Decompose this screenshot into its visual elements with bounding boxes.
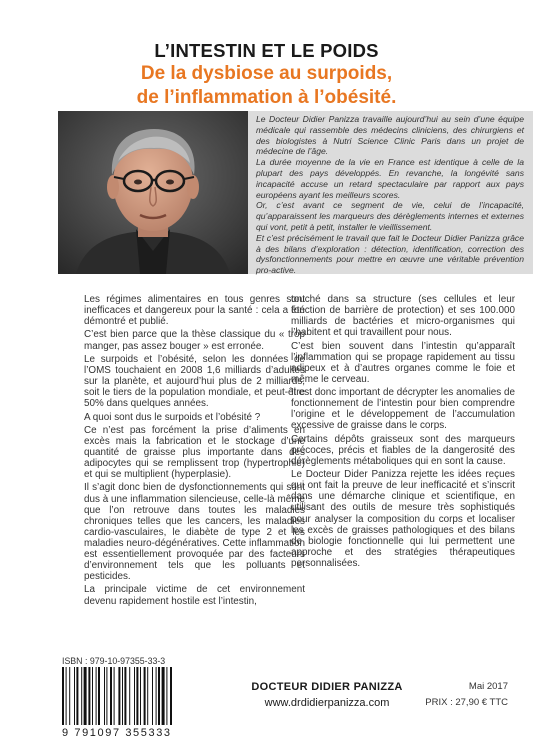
body-paragraph: A quoi sont dus le surpoids et l’obésité ? [84, 411, 261, 423]
book-subtitle-line-1: De la dysbiose au surpoids, [140, 63, 393, 84]
body-paragraph: C’est bien parce que la thèse classique du « trop manger, pas assez bouger » est erronée. [84, 329, 305, 352]
body-paragraph: Le surpoids et l’obésité, selon les données de l’OMS touchaient en 2008 1,6 milliards d’adultes sur la planète, et aujourd’hui plus de 2 milliards, soit le tiers de la population mondiale, et peut-être 50% dans quelques années. [84, 353, 305, 410]
body-paragraph: Ce n’est pas forcément la prise d’aliments en excès mais la fabrication et le stockage d’une quantité de graisse plus importante dans des adipocytes qui se remplissent trop (hypertrophie) et qui se multiplient (hyperplasie). [84, 424, 305, 481]
author-name: DOCTEUR DIDIER PANIZZA [251, 681, 403, 693]
author-photo [58, 111, 248, 274]
website-link[interactable]: www.drdidierpanizza.com [264, 697, 390, 709]
body-column-left [84, 294, 305, 609]
isbn-label: ISBN : 979-10-97355-33-3 [62, 656, 166, 666]
body-paragraph: La principale victime de cet environnement devenu rapidement hostile est l’intestin, [84, 584, 305, 607]
publication-date: Mai 2017 [468, 681, 508, 692]
body-paragraph: touché dans sa structure (ses cellules et leur fonction de barrière de protection) et ses 100.000 milliards de bactéries et micro-organismes qui l’habitent et qui travaillent pour nous. [291, 294, 515, 339]
barcode-number: 9 791097 355333 [62, 727, 172, 739]
price-label: PRIX : 27,90 € TTC [425, 697, 508, 708]
body-paragraph: Le Docteur Dider Panizza rejette les idées reçues qui ont fait la preuve de leur inefficacité et s’inscrit dans une démarche clinique et scientifique, en utilisant des outils de mesure très sophistiqués pour analyser la composition du corps et localiser les excès de graisses pathologiques et des bilans de biologie fonctionnelle qui lui permettent une approche et des stratégies thérapeutiques personnalisées. [291, 469, 515, 569]
body-paragraph: Certains dépôts graisseux sont des marqueurs précoces, précis et fiables de la dangerosité des dérèglements métaboliques qui en sont la cause. [291, 433, 515, 467]
book-title: L’INTESTIN ET LE POIDS [154, 40, 379, 61]
bio-paragraph: Le Docteur Didier Panizza travaille aujourd’hui au sein d’une équipe médicale qui rassemble des médecins cliniciens, des chirurgiens et des biologistes à Nutri Science Clinic Paris dans un projet de médecine de l’âge. [256, 114, 524, 157]
body-paragraph: C’est bien souvent dans l’intestin qu’apparaît l’inflammation qui se propage rapidement au tissu adipeux et à d’autres organes comme le foie et même le cerveau. [291, 340, 515, 385]
book-subtitle-line-2: de l’inflammation à l’obésité. [136, 87, 397, 108]
author-bio-text [256, 114, 524, 276]
body-paragraph: Il est donc important de décrypter les anomalies de fonctionnement de l’intestin pour bien comprendre l’origine et le développement de l’accumulation excessive de graisse dans le corps. [291, 387, 515, 432]
bio-paragraph: Or, c’est avant ce segment de vie, celui de l’incapacité, qu’apparaissent les marqueurs des dérèglements internes et externes qui vont, petit à petit, installer le vieillissement. [256, 200, 524, 232]
body-paragraph: Il s’agit donc bien de dysfonctionnements qui sont dus à une inflammation silencieuse, celle-là même que l’on retrouve dans toutes les maladies chroniques telles que les cancers, les maladies cardio-vasculaires, le diabète de type 2 et les maladies neuro-dégénératives. Cette inflammation est essentiellement provoquée par des facteurs d’environnement tels que les polluants et pesticides. [84, 482, 305, 583]
barcode [60, 667, 210, 727]
body-paragraph: Les régimes alimentaires en tous genres sont inefficaces et dangereux pour la santé : cela a été démontré et publié. [84, 294, 305, 328]
body-column-right [291, 294, 515, 571]
bio-paragraph: Et c’est précisément le travail que fait le Docteur Didier Panizza grâce à des bilans d’exploration : détection, identification, correction des dysfonctionnements pour mettre en œuvre une véritable prévention pro-active. [256, 232, 524, 276]
bio-paragraph: La durée moyenne de la vie en France est identique à celle de la plupart des pays développés. En revanche, la longévité sans incapacité accuse un retard spectaculaire par rapport aux pays européens ayant les meilleurs scores. [256, 157, 524, 200]
